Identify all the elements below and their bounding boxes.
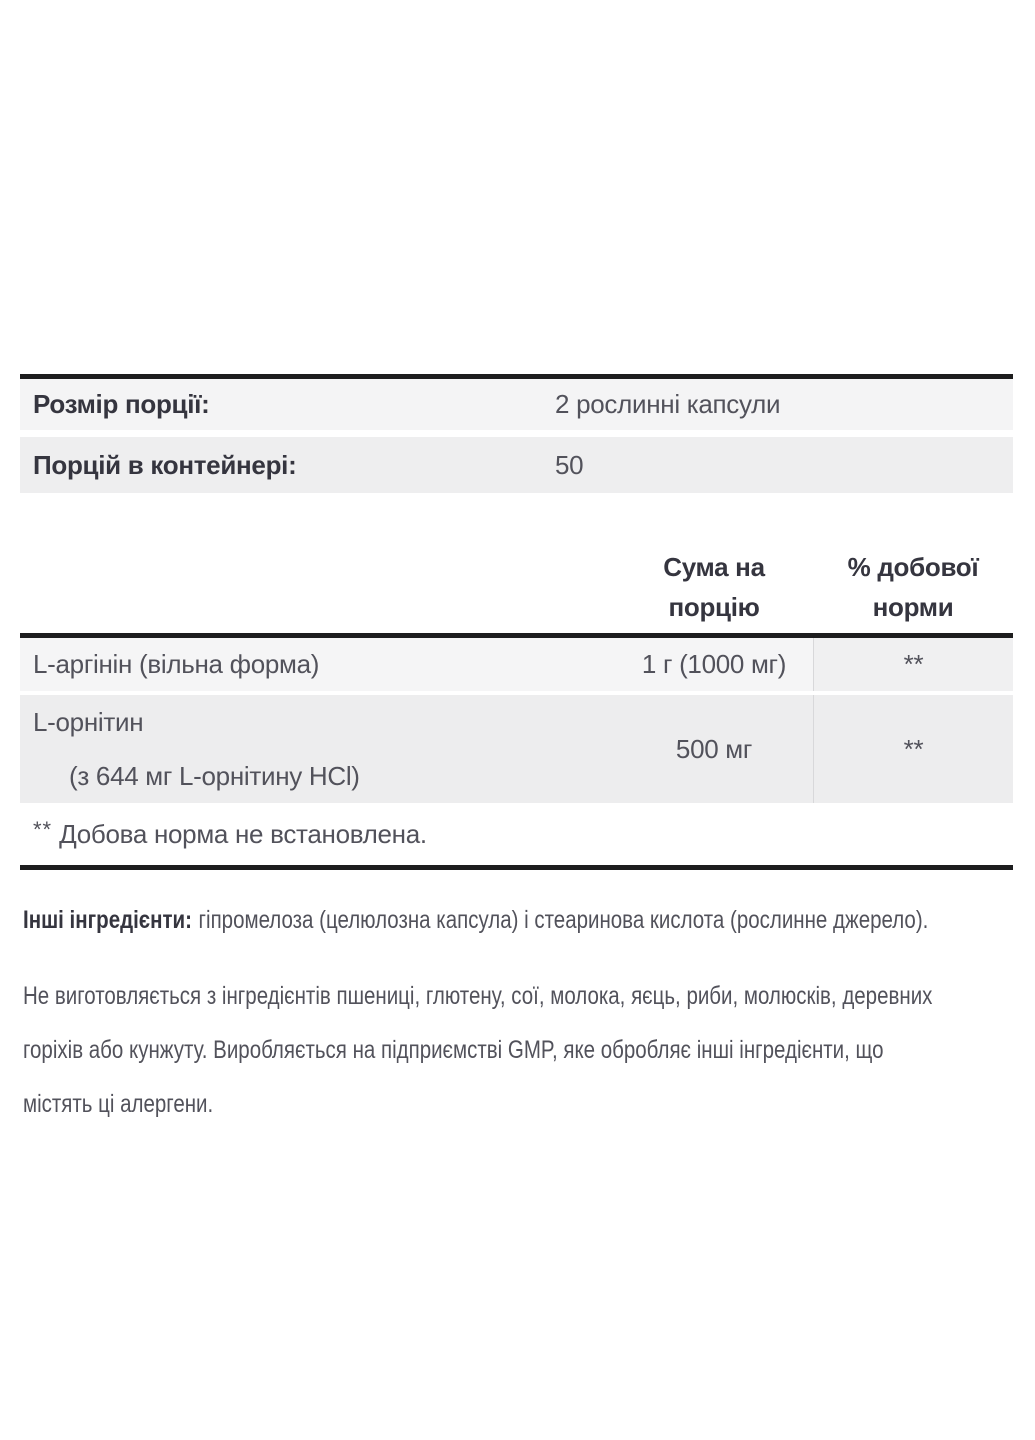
ingredient-row-ornithine	[20, 695, 1013, 803]
column-header-amount-line1: Сума на	[663, 552, 765, 582]
daily-value-footnote	[20, 803, 1013, 865]
column-header-daily-value	[813, 547, 1013, 627]
ingredient-name	[20, 695, 615, 803]
ingredient-name-sub: (з 644 мг L-орнітину HCl)	[69, 761, 360, 791]
footnote-text: Добова норма не встановлена.	[59, 819, 427, 849]
column-headers-row	[20, 547, 1013, 627]
ingredient-amount: 1 г (1000 мг)	[641, 649, 787, 679]
table-bottom-border	[20, 865, 1013, 870]
serving-size-row	[20, 379, 1013, 430]
column-header-spacer	[20, 547, 615, 627]
ingredient-daily-value: **	[813, 695, 1013, 803]
other-ingredients-label: Інші інгредієнти:	[23, 906, 192, 934]
other-ingredients-text: гіпромелоза (целюлозна капсула) і стеаринова кислота (рослинне джерело).	[198, 906, 929, 934]
supplement-facts-table	[20, 374, 1013, 870]
allergen-note-line: горіхів або кунжуту. Виробляється на підприємстві GMP, яке обробляє інші інгредієнти, що	[23, 1036, 884, 1064]
footnote-marker: **	[33, 817, 53, 842]
other-ingredients-paragraph	[23, 906, 929, 935]
column-header-daily-value-line1: % добової	[847, 552, 979, 582]
column-header-amount	[615, 547, 813, 627]
allergen-note-paragraph	[23, 969, 933, 1131]
serving-size-label: Розмір порції:	[33, 389, 210, 419]
servings-per-container-value: 50	[555, 449, 584, 480]
ingredient-name-main: L-орнітин	[33, 707, 144, 737]
column-header-daily-value-line2: норми	[872, 592, 954, 622]
ingredient-row-arginine	[20, 638, 1013, 691]
ingredient-daily-value: **	[813, 638, 1013, 691]
column-header-amount-line2: порцію	[668, 592, 760, 622]
ingredient-name: L-аргінін (вільна форма)	[33, 649, 320, 679]
allergen-note-line: містять ці алергени.	[23, 1090, 214, 1118]
allergen-note-line: Не виготовляється з інгредієнтів пшениці, глютену, сої, молока, яєць, риби, молюсків, деревних	[23, 982, 933, 1010]
servings-per-container-row	[20, 437, 1013, 493]
serving-size-value: 2 рослинні капсули	[555, 389, 781, 419]
ingredient-amount: 500 мг	[675, 733, 753, 764]
servings-per-container-label: Порцій в контейнері:	[33, 449, 297, 480]
